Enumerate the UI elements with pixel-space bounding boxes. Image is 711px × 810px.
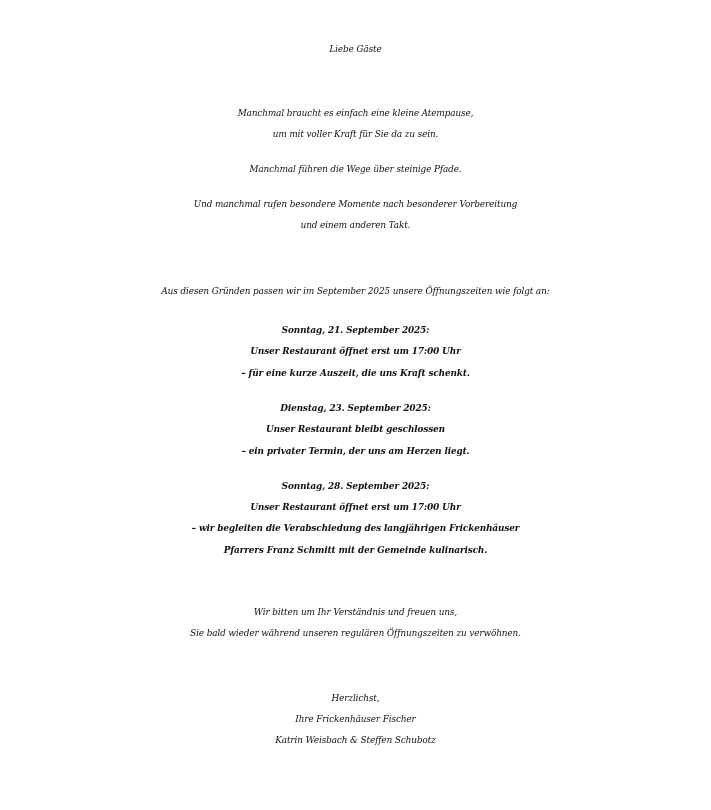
signature-line: Herzlichst, (331, 694, 380, 704)
date-status: Unser Restaurant öffnet erst um 17:00 Uhr (250, 347, 461, 357)
date-heading: Sonntag, 21. September 2025: (281, 326, 430, 336)
date-status: Unser Restaurant öffnet erst um 17:00 Uhr (250, 503, 461, 513)
intro-line: und einem anderen Takt. (300, 221, 411, 231)
date-reason: Pfarrers Franz Schmitt mit der Gemeinde kulinarisch. (223, 546, 488, 556)
intro-line: Und manchmal rufen besondere Momente nach besonderer Vorbereitung (193, 200, 518, 210)
date-heading: Sonntag, 28. September 2025: (281, 482, 430, 492)
intro-line: Manchmal führen die Wege über steinige Pfade. (249, 165, 462, 175)
announcement: Aus diesen Gründen passen wir im September 2025 unsere Öffnungszeiten wie folgt an: (161, 287, 550, 297)
closing-line: Sie bald wieder während unseren regulären Öffnungszeiten zu verwöhnen. (190, 629, 521, 639)
signature-line: Katrin Weisbach & Steffen Schubotz (275, 736, 436, 746)
date-reason: – ein privater Termin, der uns am Herzen liegt. (241, 447, 470, 457)
date-heading: Dienstag, 23. September 2025: (280, 404, 431, 414)
intro-line: um mit voller Kraft für Sie da zu sein. (272, 130, 439, 140)
signature-line: Ihre Frickenhäuser Fischer (295, 715, 416, 725)
date-status: Unser Restaurant bleibt geschlossen (266, 425, 445, 435)
date-reason: – für eine kurze Auszeit, die uns Kraft schenkt. (241, 369, 470, 379)
greeting: Liebe Gäste (329, 45, 382, 55)
intro-line: Manchmal braucht es einfach eine kleine Atempause, (237, 109, 474, 119)
date-reason: – wir begleiten die Verabschiedung des langjährigen Frickenhäuser (191, 524, 520, 534)
closing-line: Wir bitten um Ihr Verständnis und freuen uns, (253, 608, 458, 618)
